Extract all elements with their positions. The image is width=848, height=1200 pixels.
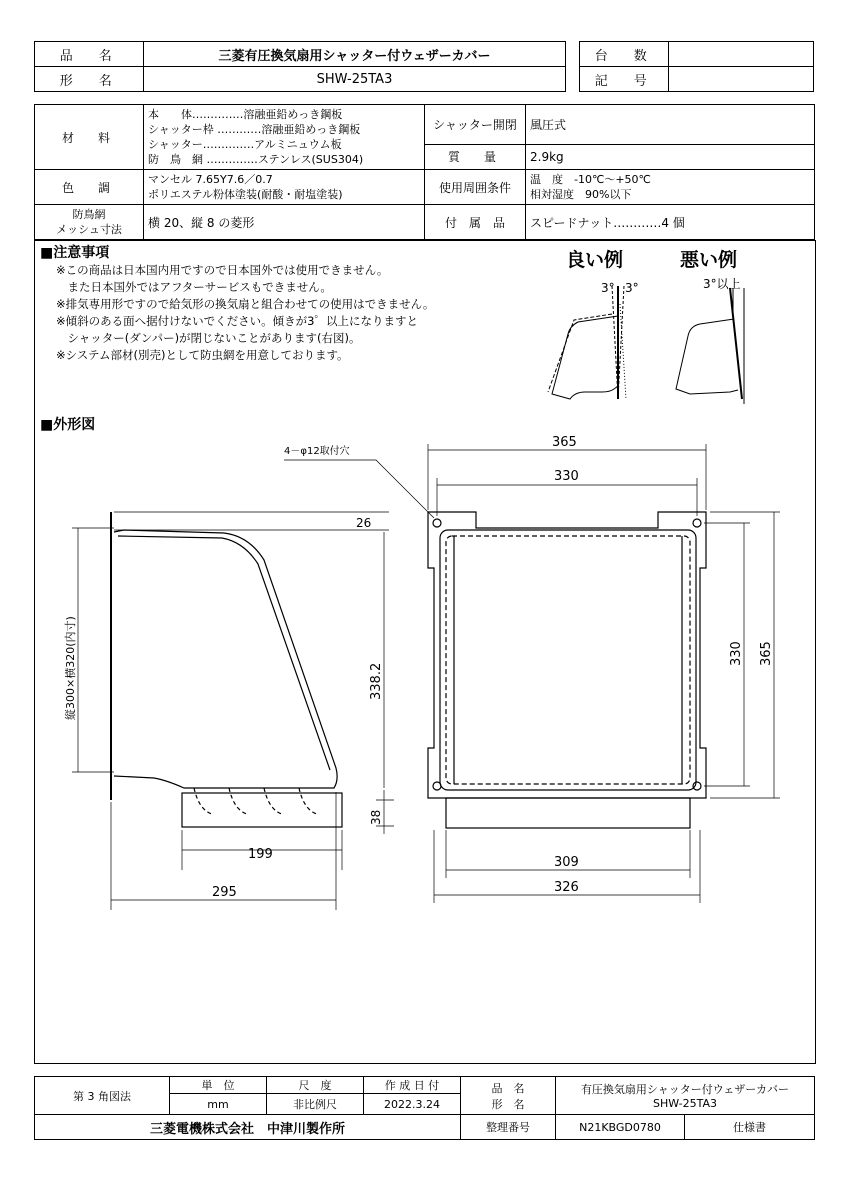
accessory-label: 付 属 品: [425, 205, 526, 240]
env-line: 相対湿度 90%以下: [530, 188, 632, 201]
color-line: ポリエステル粉体塗装(耐酸・耐塩塗装): [148, 188, 343, 201]
good-angle-label-1: 3°: [601, 281, 615, 295]
dim-330-top: 330: [554, 469, 579, 484]
note-line: ※この商品は日本国内用ですので日本国外では使用できません。: [56, 263, 389, 277]
notes-heading: ■注意事項: [40, 245, 110, 261]
front-view: [428, 512, 706, 828]
footer-labels: [461, 1077, 556, 1115]
qty-label: 台 数: [580, 42, 669, 67]
footer-name-label: 品 名: [491, 1081, 525, 1095]
unit-label: 単 位: [170, 1077, 267, 1094]
color-value: [144, 170, 425, 205]
env-label: 使用周囲条件: [425, 170, 526, 205]
color-label: 色 調: [35, 170, 144, 205]
hole-note: 4－φ12取付穴: [284, 446, 350, 457]
doc-type: 仕様書: [685, 1115, 815, 1140]
scale-label: 尺 度: [267, 1077, 364, 1094]
spec-table: [34, 104, 815, 240]
scale-value: 非比例尺: [267, 1094, 364, 1115]
title-table: [34, 41, 566, 92]
symbol-value: [669, 67, 814, 92]
mesh-label-line: メッシュ寸法: [56, 223, 122, 236]
material-line: シャッター‥‥‥‥‥‥‥アルミニュウム板: [148, 138, 342, 151]
note-line: ※傾斜のある面へ据付けないでください。傾きが3゜以上になりますと: [56, 314, 418, 328]
drawing-heading: ■外形図: [40, 417, 96, 433]
note-line: ※システム部材(別売)として防虫網を用意しております。: [56, 348, 349, 362]
mesh-label: [35, 205, 144, 240]
qty-value: [669, 42, 814, 67]
model-value: SHW-25TA3: [144, 67, 566, 92]
mass-label: 質 量: [425, 144, 526, 169]
date-value: 2022.3.24: [364, 1094, 461, 1115]
mesh-value: 横 20、縦 8 の菱形: [144, 205, 425, 240]
good-example-title: 良い例: [566, 249, 624, 271]
env-line: 温 度 -10℃～+50℃: [530, 173, 651, 186]
qty-table: [579, 41, 814, 92]
color-line: マンセル 7.65Y7.6／0.7: [148, 173, 273, 186]
dim-365-top: 365: [552, 435, 577, 450]
footer-values: [556, 1077, 815, 1115]
good-angle-label-2: 3°: [625, 281, 639, 295]
bad-example-drawing: [676, 288, 744, 404]
projection-method: 第 3 角図法: [35, 1077, 170, 1115]
date-label: 作 成 日 付: [364, 1077, 461, 1094]
shutter-value: 風圧式: [526, 105, 815, 145]
dim-295: 295: [212, 885, 237, 900]
footer-model-value: SHW-25TA3: [652, 1097, 718, 1110]
shutter-label: シャッター開閉: [425, 105, 526, 145]
dim-309: 309: [554, 855, 579, 870]
side-view: [111, 512, 342, 827]
symbol-label: 記 号: [580, 67, 669, 92]
inner-size-label: 縦300×横320(内寸): [64, 616, 77, 720]
mesh-label-line: 防鳥網: [72, 208, 106, 221]
side-dimensions: [72, 512, 394, 910]
note-line: シャッター(ダンパー)が閉じないことがあります(右図)。: [56, 331, 361, 345]
footer-model-label: 形 名: [491, 1097, 525, 1111]
env-value: [526, 170, 815, 205]
dim-199: 199: [248, 847, 273, 862]
bad-angle-label: 3°以上: [703, 277, 741, 291]
dim-38: 38: [369, 809, 383, 825]
dim-26: 26: [356, 516, 372, 530]
material-value: [144, 105, 425, 170]
bad-example-title: 悪い例: [680, 249, 738, 271]
ref-label: 整理番号: [461, 1115, 556, 1140]
footer-name-value: 有圧換気扇用シャッター付ウェザーカバー: [580, 1083, 790, 1096]
name-value: 三菱有圧換気扇用シャッター付ウェザーカバー: [144, 42, 566, 67]
dim-330-right: 330: [729, 641, 744, 666]
mass-value: 2.9kg: [526, 144, 815, 169]
company-name: 三菱電機株式会社 中津川製作所: [35, 1115, 461, 1140]
model-label: 形 名: [35, 67, 144, 92]
installation-example-diagram: [530, 244, 790, 414]
material-label: 材 料: [35, 105, 144, 170]
dim-338: 338.2: [369, 662, 384, 700]
unit-value: mm: [170, 1094, 267, 1115]
outline-drawing: [34, 430, 814, 930]
ref-value: N21KBGD0780: [556, 1115, 685, 1140]
material-line: 防 鳥 網 ‥‥‥‥‥‥‥ステンレス(SUS304): [148, 153, 364, 166]
note-line: ※排気専用形ですので給気形の換気扇と組合わせての使用はできません。: [56, 297, 435, 311]
note-line: また日本国外ではアフターサービスもできません。: [56, 280, 332, 294]
accessory-value: スピードナット‥‥‥‥‥‥4 個: [526, 205, 815, 240]
good-example-drawing: [548, 286, 626, 399]
notes-list: [56, 262, 434, 364]
material-line: シャッター枠 ‥‥‥‥‥‥溶融亜鉛めっき鋼板: [148, 123, 361, 136]
dim-326: 326: [554, 880, 579, 895]
material-line: 本 体‥‥‥‥‥‥‥溶融亜鉛めっき鋼板: [148, 108, 343, 121]
dim-365-right: 365: [759, 641, 774, 666]
footer-table: [34, 1076, 815, 1140]
name-label: 品 名: [35, 42, 144, 67]
